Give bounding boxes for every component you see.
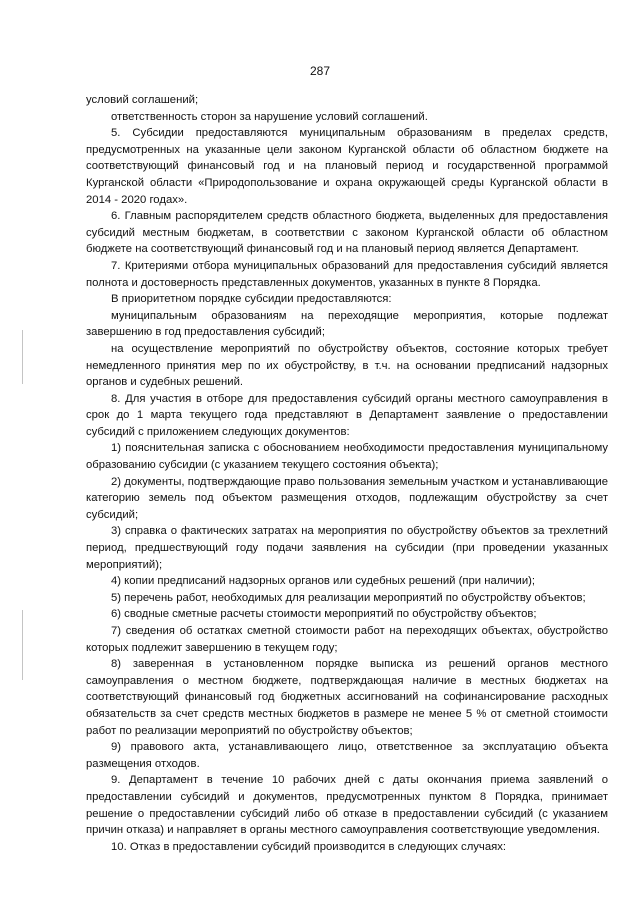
paragraph: В приоритетном порядке субсидии предоставляются: <box>111 293 392 306</box>
paragraph: 9. Департамент в течение 10 рабочих дней с даты окончания приема заявлений о предоставлении субсидий и документов, предусмотренных пунктом 8 Порядка, принимает решение о предоставлении субсидий либо об отказе в предоставлении субсидий (с указанием причин отказа) и направляет в органы местного самоуправления соответствующие уведомления. <box>86 774 608 837</box>
paragraph: муниципальным образованиям на переходящие мероприятия, которые подлежат завершению в год предоставления субсидий; <box>86 309 608 339</box>
list-item: 9) правового акта, устанавливающего лицо, ответственное за эксплуатацию объекта размещения отходов. <box>86 741 608 770</box>
paragraph: 10. Отказ в предоставлении субсидий производится в следующих случаях: <box>111 840 507 853</box>
list-item: 5) перечень работ, необходимых для реализации мероприятий по обустройству объектов; <box>111 591 586 604</box>
paragraph: 7. Критериями отбора муниципальных образований для предоставления субсидий является полнота и достоверность представленных документов, указанных в пункте 8 Порядка. <box>86 259 608 289</box>
page-number: 287 <box>309 64 331 78</box>
paragraph: условий соглашений; <box>86 94 199 106</box>
list-item: 3) справка о фактических затратах на мероприятия по обустройству объектов за трехлетний период, предшествующий году подачи заявления на субсидии (при проведении указанных мероприятий); <box>86 525 608 571</box>
margin-scan-mark <box>22 330 23 384</box>
paragraph: ответственность сторон за нарушение условий соглашений. <box>111 110 428 123</box>
list-item: 7) сведения об остатках сметной стоимости работ на переходящих объектах, обустройство которых подлежит завершению в текущем году; <box>86 625 608 654</box>
paragraph: 5. Субсидии предоставляются муниципальным образованиям в пределах средств, предусмотренных на указанные цели законом Курганской области об областном бюджете на соответствующий финансовый год и на плановый период и государственной программой Курганской области «Природопользование и охрана окружающей среды Курганской области в 2014 - 2020 годах». <box>86 127 608 206</box>
list-item: 1) пояснительная записка с обоснованием необходимости предоставления муниципальному образованию субсидии (с указанием текущего состояния объекта); <box>86 442 608 472</box>
list-item: 4) копии предписаний надзорных органов или судебных решений (при наличии); <box>111 575 536 588</box>
list-item: 6) сводные сметные расчеты стоимости мероприятий по обустройству объектов; <box>111 608 537 621</box>
document-body <box>86 92 608 855</box>
list-item: 2) документы, подтверждающие право пользования земельным участком и устанавливающие категорию земель под объектом размещения отходов, подлежащим обустройству за счет субсидий; <box>86 475 608 521</box>
paragraph: 6. Главным распорядителем средств областного бюджета, выделенных для предоставления субсидий местным бюджетам, в соответствии с законом Курганской области об областном бюджете на соответствующий финансовый год и на плановый период является Департамент. <box>86 210 608 256</box>
margin-scan-mark <box>22 610 23 680</box>
paragraph: 8. Для участия в отборе для предоставления субсидий органы местного самоуправления в срок до 1 марта текущего года представляют в Департамент заявление о предоставлении субсидий с приложением следующих документов: <box>86 392 608 438</box>
list-item: 8) заверенная в установленном порядке выписка из решений органов местного самоуправления о местном бюджете, подтверждающая наличие в местных бюджетах на соответствующий финансовый год бюджетных ассигнований на софинансирование расходных обязательств за счет средств местных бюджетов в размере не менее 5 % от сметной стоимости работ по реализации мероприятий по обустройству объектов; <box>86 658 608 737</box>
paragraph: на осуществление мероприятий по обустройству объектов, состояние которых требует немедленного принятия мер по их обустройству, в т.ч. на основании предписаний надзорных органов и судебных решений. <box>86 342 608 389</box>
